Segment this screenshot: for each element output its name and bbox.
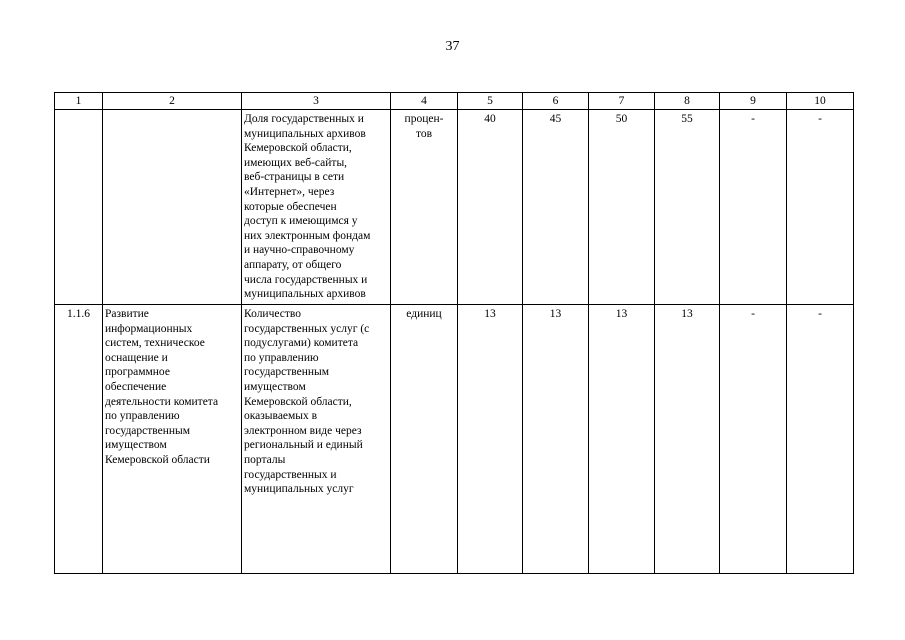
row-unit: процен- тов [391, 110, 458, 305]
column-header: 3 [242, 93, 391, 110]
row-unit: единиц [391, 305, 458, 574]
header-row [55, 93, 854, 110]
row-code: 1.1.6 [55, 305, 103, 574]
column-header: 8 [655, 93, 720, 110]
row-value-7: 13 [589, 305, 655, 574]
page-number: 37 [445, 39, 460, 54]
row-value-6: 45 [523, 110, 589, 305]
row-value-6: 13 [523, 305, 589, 574]
table-row [55, 305, 854, 574]
column-header: 10 [787, 93, 854, 110]
column-header: 6 [523, 93, 589, 110]
row-value-10: - [787, 305, 854, 574]
row-value-10: - [787, 110, 854, 305]
row-code [55, 110, 103, 305]
row-value-9: - [720, 110, 787, 305]
column-header: 4 [391, 93, 458, 110]
row-name: Развитие информационных систем, техническое оснащение и программное обеспечение деятельности комитета по управлению государственным имуществом Кемеровской области [103, 305, 242, 574]
column-header: 5 [458, 93, 523, 110]
row-value-8: 13 [655, 305, 720, 574]
column-header: 1 [55, 93, 103, 110]
row-name [103, 110, 242, 305]
column-header: 7 [589, 93, 655, 110]
row-value-7: 50 [589, 110, 655, 305]
row-indicator: Количество государственных услуг (с подуслугами) комитета по управлению государственным имуществом Кемеровской области, оказываемых в электронном виде через региональный и единый порталы государственных и муниципальных услуг [242, 305, 391, 574]
column-header: 9 [720, 93, 787, 110]
column-header: 2 [103, 93, 242, 110]
table-row [55, 110, 854, 305]
row-value-5: 13 [458, 305, 523, 574]
data-table [54, 92, 854, 574]
row-value-8: 55 [655, 110, 720, 305]
row-value-5: 40 [458, 110, 523, 305]
row-indicator: Доля государственных и муниципальных архивов Кемеровской области, имеющих веб-сайты, веб-страницы в сети «Интернет», через которые обеспечен доступ к имеющимся у них электронным фондам и научно-справочному аппарату, от общего числа государственных и муниципальных архивов [242, 110, 391, 305]
row-value-9: - [720, 305, 787, 574]
